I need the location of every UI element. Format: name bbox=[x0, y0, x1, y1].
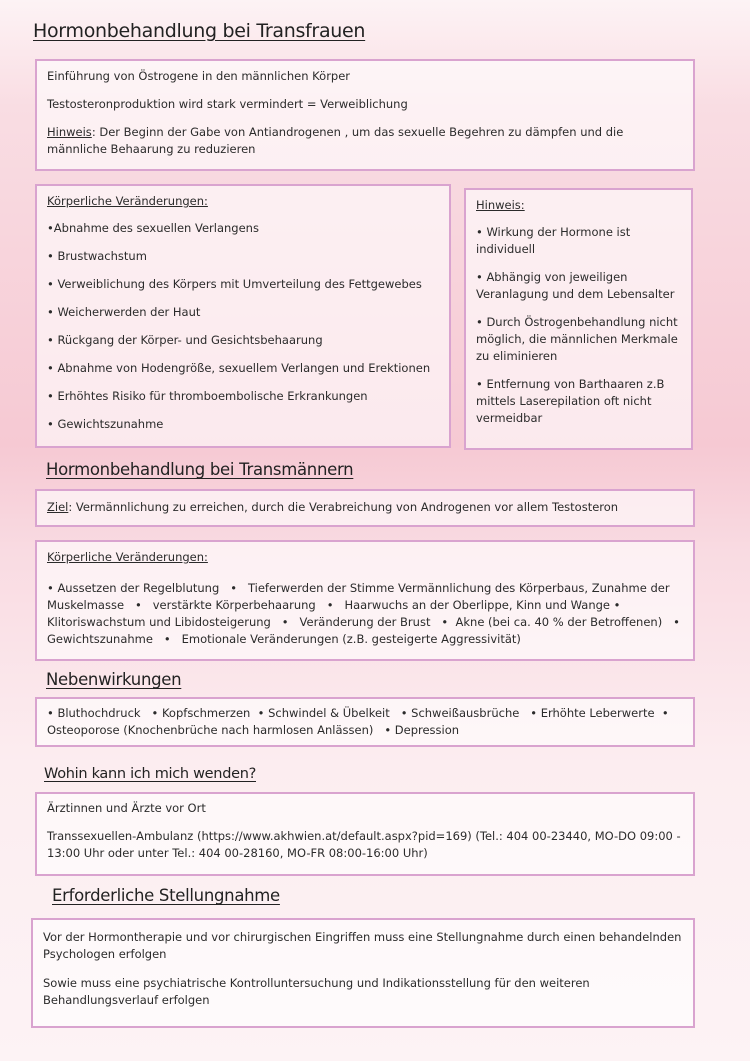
hint-title: Hinweis: bbox=[476, 198, 525, 212]
list-item: • Erhöhtes Risiko für thromboembolische Erkrankungen bbox=[47, 389, 368, 403]
list-item: • Abnahme von Hodengröße, sexuellem Verlangen und Erektionen bbox=[47, 361, 431, 375]
list-item: • Durch Östrogenbehandlung nicht möglich, die männlichen Merkmale zu eliminieren bbox=[476, 315, 678, 363]
section-title-transmaenner: Hormonbehandlung bei Transmännern bbox=[46, 460, 354, 479]
intro-line-1: Einführung von Östrogene in den männlichen Körper bbox=[47, 69, 351, 83]
list-item: • Entfernung von Barthaaren z.B mittels Laserepilation oft nicht vermeidbar bbox=[476, 377, 665, 425]
statement-box bbox=[31, 918, 695, 1028]
changes-title: Körperliche Veränderungen: bbox=[47, 550, 208, 564]
list-item: • Gewichtszunahme bbox=[47, 417, 164, 431]
intro-box bbox=[35, 59, 695, 171]
note-label: Hinweis bbox=[47, 125, 92, 139]
changes-title: Körperliche Veränderungen: bbox=[47, 194, 208, 208]
goal-line bbox=[47, 499, 683, 516]
hint-box bbox=[464, 188, 693, 450]
contact-box bbox=[35, 792, 695, 876]
list-item: • Rückgang der Körper- und Gesichtsbehaarung bbox=[47, 333, 323, 347]
side-effects-text: • Bluthochdruck • Kopfschmerzen • Schwindel & Übelkeit • Schweißausbrüche • Erhöhte Leberwerte • Osteoporose (Knochenbrüche nach harmlosen Anlässen) • Depression bbox=[47, 706, 676, 737]
statement-line-1: Vor der Hormontherapie und vor chirurgischen Eingriffen muss eine Stellungnahme durch einen behandelnden Psychologen erfolgen bbox=[43, 930, 682, 961]
changes-list bbox=[47, 220, 439, 433]
note-text: : Der Beginn der Gabe von Antiandrogenen , um das sexuelle Begehren zu dämpfen und die männliche Behaarung zu reduzieren bbox=[47, 125, 624, 156]
list-item: • Weicherwerden der Haut bbox=[47, 305, 201, 319]
contact-line-1: Ärztinnen und Ärzte vor Ort bbox=[47, 801, 206, 815]
changes-box-transmaenner bbox=[35, 540, 695, 661]
changes-text: • Aussetzen der Regelblutung • Tieferwerden der Stimme Vermännlichung des Körperbaus, Zunahme der Muskelmasse • verstärkte Körperbehaarung • Haarwuchs an der Oberlippe, Kinn und Wange • Klitoriswachstum und Libidosteigerung • Veränderung der Brust • Akne (bei ca. 40 % der Betroffenen) • Gewichtszunahme • Emotionale Veränderungen (z.B. gesteigerte Aggressivität) bbox=[47, 581, 691, 646]
hint-list bbox=[476, 224, 681, 427]
list-item: • Wirkung der Hormone ist individuell bbox=[476, 225, 631, 256]
section-title-transfrauen: Hormonbehandlung bei Transfrauen bbox=[33, 20, 366, 42]
changes-box-transfrauen bbox=[35, 184, 451, 448]
goal-text: : Vermännlichung zu erreichen, durch die Verabreichung von Androgenen vor allem Testosteron bbox=[68, 500, 619, 514]
list-item: • Brustwachstum bbox=[47, 249, 147, 263]
list-item: • Verweiblichung des Körpers mit Umverteilung des Fettgewebes bbox=[47, 277, 422, 291]
intro-note bbox=[47, 124, 683, 158]
contact-line-2: Transsexuellen-Ambulanz (https://www.akhwien.at/default.aspx?pid=169) (Tel.: 404 00-23440, MO-DO 09:00 - 13:00 Uhr oder unter Tel.: 404 00-28160, MO-FR 08:00-16:00 Uhr) bbox=[47, 829, 681, 860]
statement-line-2: Sowie muss eine psychiatrische Kontrolluntersuchung und Indikationsstellung für den weiteren Behandlungsverlauf erfolgen bbox=[43, 976, 590, 1007]
list-item: •Abnahme des sexuellen Verlangens bbox=[47, 221, 259, 235]
side-effects-box bbox=[35, 697, 695, 747]
goal-label: Ziel bbox=[47, 500, 69, 514]
section-title-contact: Wohin kann ich mich wenden? bbox=[44, 766, 256, 782]
goal-box bbox=[35, 489, 695, 527]
list-item: • Abhängig von jeweiligen Veranlagung und dem Lebensalter bbox=[476, 270, 675, 301]
section-title-stellungnahme: Erforderliche Stellungnahme bbox=[52, 886, 280, 905]
section-title-nebenwirkungen: Nebenwirkungen bbox=[46, 670, 182, 689]
intro-line-2: Testosteronproduktion wird stark vermindert = Verweiblichung bbox=[47, 97, 408, 111]
